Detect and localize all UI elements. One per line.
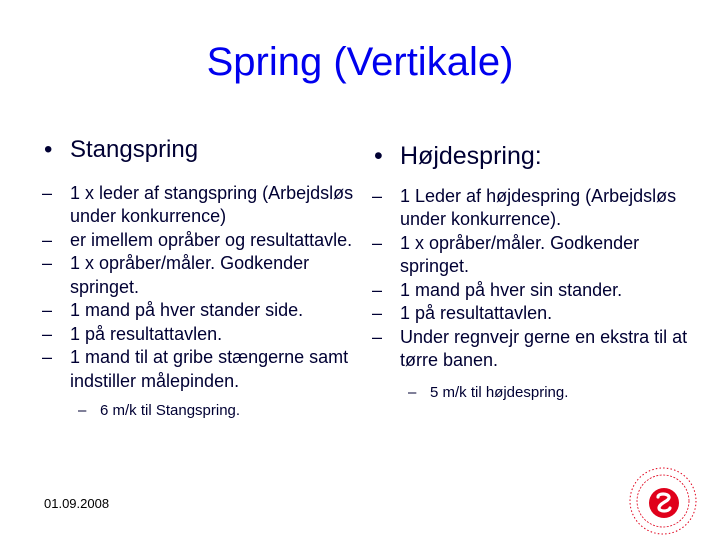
bullet-icon: •: [44, 136, 53, 163]
dash-icon: –: [78, 402, 87, 420]
right-column: [372, 142, 702, 403]
dash-icon: –: [42, 253, 53, 274]
left-heading-text: Stangspring: [70, 136, 199, 163]
dash-icon: –: [408, 383, 417, 401]
bullet-icon: •: [374, 142, 383, 170]
right-subitem-text: 5 m/k til højdespring.: [430, 383, 569, 401]
left-subitem: [42, 401, 362, 421]
dash-icon: –: [42, 229, 53, 250]
dash-icon: –: [42, 300, 53, 321]
right-heading-text: Højdespring:: [400, 142, 542, 170]
dash-icon: –: [372, 279, 383, 300]
list-item-text: 1 på resultattavlen.: [70, 323, 223, 344]
list-item: [42, 182, 362, 229]
list-item-text: 1 mand til at gribe stængerne samt indstiller målepinden.: [70, 347, 349, 391]
dash-icon: –: [42, 347, 53, 368]
list-item: [42, 323, 362, 347]
dash-icon: –: [372, 185, 383, 206]
list-item-text: Under regnvejr gerne en ekstra til at tørre banen.: [400, 326, 688, 371]
list-item: [372, 232, 702, 279]
list-item-text: 1 mand på hver sin stander.: [400, 279, 623, 300]
right-item-list: [372, 185, 702, 373]
list-item: [372, 302, 702, 326]
dash-icon: –: [372, 303, 383, 324]
left-column: [42, 136, 362, 421]
left-subitem-text: 6 m/k til Stangspring.: [100, 402, 241, 420]
list-item: [372, 326, 702, 373]
list-item-text: 1 x opråber/måler. Godkender springet.: [70, 253, 310, 297]
list-item-text: 1 x opråber/måler. Godkender springet.: [400, 232, 640, 277]
left-item-list: [42, 182, 362, 394]
dash-icon: –: [42, 182, 53, 203]
right-heading: [372, 142, 702, 171]
list-item-text: er imellem opråber og resultattavle.: [70, 229, 353, 250]
list-item: [42, 299, 362, 323]
list-item-text: 1 mand på hver stander side.: [70, 300, 304, 321]
right-subitem: [372, 383, 702, 403]
club-logo-icon: [628, 466, 698, 536]
dash-icon: –: [372, 326, 383, 347]
list-item-text: 1 Leder af højdespring (Arbejdsløs under konkurrence).: [400, 185, 677, 230]
list-item: [372, 185, 702, 232]
footer-date: 01.09.2008: [44, 496, 110, 511]
list-item-text: 1 x leder af stangspring (Arbejdsløs under konkurrence): [70, 182, 354, 227]
dash-icon: –: [42, 323, 53, 344]
list-item-text: 1 på resultattavlen.: [400, 303, 553, 324]
list-item: [42, 252, 362, 299]
list-item: [42, 229, 362, 253]
list-item: [42, 346, 362, 393]
slide-title: Spring (Vertikale): [206, 40, 514, 84]
list-item: [372, 279, 702, 303]
dash-icon: –: [372, 232, 383, 253]
left-heading: [42, 136, 362, 164]
